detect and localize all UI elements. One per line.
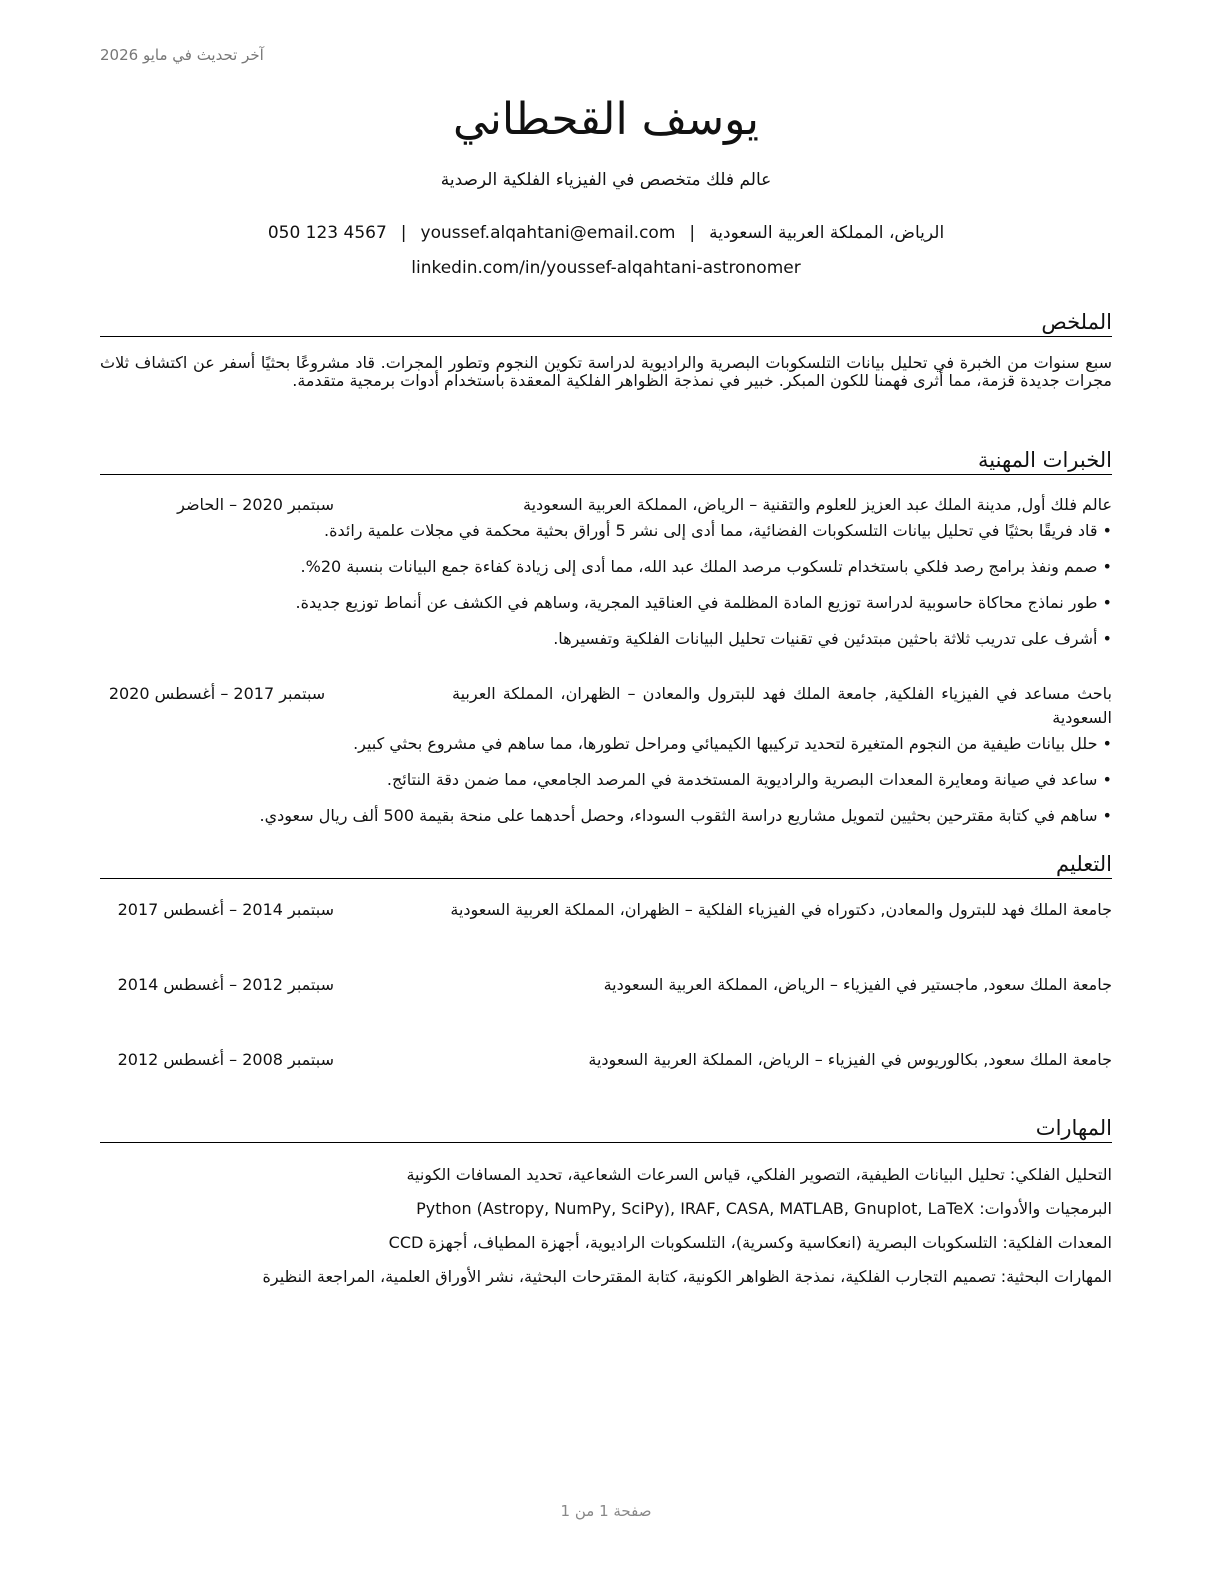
job-bullet: • ساهم في كتابة مقترحين بحثيين لتمويل مشاريع دراسة الثقوب السوداء، وحصل أحدهما على منحة بقيمة 500 ألف ريال سعودي. bbox=[100, 806, 1112, 826]
candidate-subtitle: عالم فلك متخصص في الفيزياء الفلكية الرصدية bbox=[440, 170, 772, 190]
education-dates: سبتمبر 2008 – أغسطس 2012 bbox=[117, 1050, 334, 1069]
job-bullet: • ساعد في صيانة ومعايرة المعدات البصرية والراديوية المستخدمة في المرصد الجامعي، مما ضمن دقة النتائج. bbox=[100, 770, 1112, 790]
contact-linkedin[interactable]: linkedin.com/in/youssef-alqahtani-astronomer bbox=[411, 258, 801, 278]
job-bullets bbox=[100, 521, 1112, 649]
contact-line bbox=[100, 223, 1112, 243]
job-entry bbox=[100, 682, 1112, 842]
job-bullet: • حلل بيانات طيفية من النجوم المتغيرة لتحديد تركيبها الكيميائي ومراحل تطورها، مما ساهم في مشروع بحثي كبير. bbox=[100, 734, 1112, 754]
job-dates: سبتمبر 2017 – أغسطس 2020 bbox=[108, 684, 326, 703]
summary-text: سبع سنوات من الخبرة في تحليل بيانات التلسكوبات البصرية والراديوية لدراسة تكوين النجوم وتطور المجرات. قاد مشروعًا بحثيًا أسفر عن اكتشاف ثلاث مجرات جديدة قزمة، مما أثرى فهمنا للكون المبكر. خبير في نمذجة الظواهر الفلكية المعقدة باستخدام أدوات برمجية متقدمة. bbox=[100, 353, 1112, 390]
skills-list bbox=[100, 1158, 1112, 1294]
section-title-skills: المهارات bbox=[100, 1116, 1112, 1143]
resume-page bbox=[100, 0, 1112, 1584]
job-bullet: • طور نماذج محاكاة حاسوبية لدراسة توزيع المادة المظلمة في العناقيد المجرية، وساهم في الكشف عن أنماط توزيع جديدة. bbox=[100, 593, 1112, 613]
education-title: جامعة الملك سعود, بكالوريوس في الفيزياء – الرياض، المملكة العربية السعودية bbox=[588, 1050, 1112, 1069]
job-dates: سبتمبر 2020 – الحاضر bbox=[177, 495, 334, 514]
job-bullet: • صمم ونفذ برامج رصد فلكي باستخدام تلسكوب مرصد الملك عبد الله، مما أدى إلى زيادة كفاءة جمع البيانات بنسبة 20%. bbox=[100, 557, 1112, 577]
skills-row: التحليل الفلكي: تحليل البيانات الطيفية، التصوير الفلكي، قياس السرعات الشعاعية، تحديد المسافات الكونية bbox=[406, 1165, 1112, 1184]
job-title: عالم فلك أول, مدينة الملك عبد العزيز للعلوم والتقنية – الرياض، المملكة العربية السعودية bbox=[522, 495, 1112, 514]
contact-separator: | bbox=[400, 223, 407, 243]
job-bullet: • قاد فريقًا بحثيًا في تحليل بيانات التلسكوبات الفضائية، مما أدى إلى نشر 5 أوراق بحثية محكمة في مجلات علمية رائدة. bbox=[100, 521, 1112, 541]
skills-row: المعدات الفلكية: التلسكوبات البصرية (انعكاسية وكسرية)، التلسكوبات الراديوية، أجهزة المطياف، أجهزة CCD bbox=[388, 1233, 1112, 1252]
section-title-summary: الملخص bbox=[100, 310, 1112, 337]
contact-separator: | bbox=[689, 223, 696, 243]
education-title: جامعة الملك سعود, ماجستير في الفيزياء – الرياض، المملكة العربية السعودية bbox=[603, 975, 1112, 994]
page-number: صفحة 1 من 1 bbox=[560, 1502, 652, 1520]
skills-row: البرمجيات والأدوات: Python (Astropy, NumPy, SciPy), IRAF, CASA, MATLAB, Gnuplot, LaTeX bbox=[416, 1199, 1112, 1218]
education-dates: سبتمبر 2012 – أغسطس 2014 bbox=[117, 975, 334, 994]
section-title-education: التعليم bbox=[100, 852, 1112, 879]
job-entry bbox=[100, 493, 1112, 665]
job-title: باحث مساعد في الفيزياء الفلكية, جامعة الملك فهد للبترول والمعادن – الظهران، المملكة العربية السعودية bbox=[452, 684, 1112, 727]
contact-email[interactable]: youssef.alqahtani@email.com bbox=[420, 223, 676, 243]
section-title-experience: الخبرات المهنية bbox=[100, 448, 1112, 475]
job-bullets bbox=[100, 734, 1112, 826]
contact-location: الرياض، المملكة العربية السعودية bbox=[709, 223, 945, 243]
education-title: جامعة الملك فهد للبترول والمعادن, دكتوراه في الفيزياء الفلكية – الظهران، المملكة العربية السعودية bbox=[450, 900, 1112, 919]
candidate-name: يوسف القحطاني bbox=[452, 94, 760, 145]
job-bullet: • أشرف على تدريب ثلاثة باحثين مبتدئين في تقنيات تحليل البيانات الفلكية وتفسيرها. bbox=[100, 629, 1112, 649]
skills-row: المهارات البحثية: تصميم التجارب الفلكية، نمذجة الظواهر الكونية، كتابة المقترحات البحثية، نشر الأوراق العلمية، المراجعة النظيرة bbox=[262, 1267, 1112, 1286]
last-updated: آخر تحديث في مايو 2026 bbox=[100, 46, 264, 64]
contact-phone: 050 123 4567 bbox=[267, 223, 387, 243]
education-dates: سبتمبر 2014 – أغسطس 2017 bbox=[117, 900, 334, 919]
